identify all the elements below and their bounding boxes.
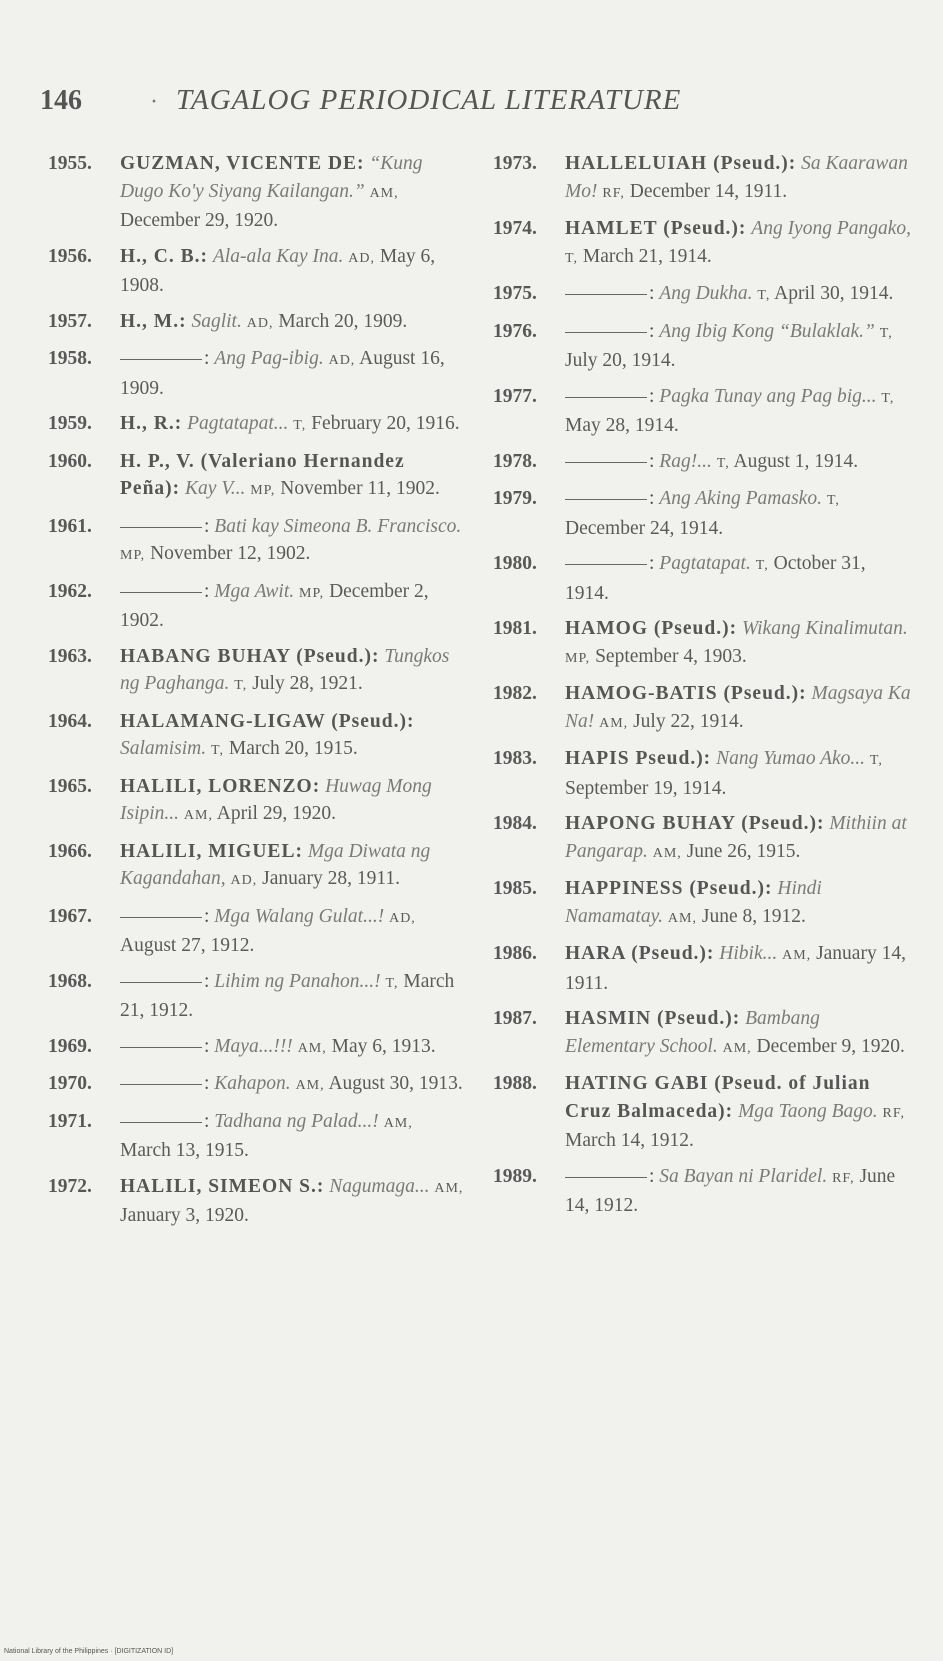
entry-source: AM, [722,1040,752,1056]
entry-date: March 20, 1915. [228,738,358,759]
entry-source: T, [757,288,771,303]
bibliography-entry [48,643,468,700]
entry-source: T, [565,250,579,266]
entry-title: Mga Walang Gulat...! [214,905,385,927]
entry-source: T, [211,743,225,758]
bibliography-entry: 1976. : Ang Ibig Kong “Bulaklak.” T, July 20, 1914. [493,318,913,375]
entry-number: 1956. [48,245,92,267]
bibliography-entry: 1958. : Ang Pag-ibig. AD, August 16, 1909. [48,345,468,402]
page-number: 146 [40,85,82,116]
entry-title: Wikang Kinalimutan. [741,618,908,639]
entry-number: 1973. [493,153,537,174]
entry-title: Ang Dukha. [659,283,753,304]
entry-title: Ala-ala Kay Ina. [212,245,344,267]
bibliography-entry: 1975. : Ang Dukha. T, April 30, 1914. [493,280,913,310]
bibliography-entry: 1962. : Mga Awit. MP, December 2, 1902. [48,578,468,635]
bibliography-entry: 1980. : Pagtatapat. T, October 31, 1914. [493,550,913,607]
entry-title: Bati kay Simeona B. Francisco. [214,515,462,537]
entry-author: HALILI, LORENZO: [120,775,321,797]
entry-title: Mga Diwata ng Kagandahan, [120,840,431,889]
bibliography-entry: 1978. : Rag!... T, August 1, 1914. [493,448,913,478]
entry-date: August 1, 1914. [733,450,859,472]
entry-title: Hibik... [719,943,778,964]
entry-title: Pagtatapat... [187,413,289,434]
ditto-dash [120,1047,202,1048]
entry-title: Sa Kaarawan Mo! [565,153,908,202]
entry-number: 1974. [493,218,537,239]
bibliography-entry [48,838,468,895]
entry-number: 1972. [48,1175,92,1197]
entry-author: HARA (Pseud.): [565,943,715,964]
entry-source: AM, [383,1115,413,1131]
entry-number: 1961. [48,515,92,537]
entry-number: 1959. [48,413,92,434]
entry-date: April 30, 1914. [774,283,894,304]
entry-title: Nang Yumao Ako... [716,748,866,769]
entry-source: AM, [599,715,629,731]
entry-number: 1976. [493,320,537,342]
entry-source: T, [881,390,895,406]
bibliography-entry [48,150,468,235]
entry-date: March 21, 1912. [120,970,455,1021]
entry-author: H. P., V. (Valeriano Hernandez Peña): [120,450,405,499]
ditto-dash [565,294,647,295]
entry-number: 1962. [48,580,92,602]
entry-author: HAPPINESS (Pseud.): [565,878,773,899]
entry-date: April 29, 1920. [216,803,336,824]
bibliography-entry: 1961. : Bati kay Simeona B. Francisco. MP, November 12, 1902. [48,513,468,570]
ditto-dash [120,592,202,593]
entry-number: 1970. [48,1073,92,1094]
entry-source: AD, [389,910,416,926]
entry-number: 1969. [48,1035,92,1057]
bibliography-entry [493,680,913,737]
entry-date: November 12, 1902. [150,543,311,564]
entry-title: Mga Taong Bago. [738,1100,878,1122]
entry-title: Maya...!!! [214,1035,293,1057]
entry-date: November 11, 1902. [280,478,440,499]
ditto-dash [120,917,202,918]
bibliography-entry [48,243,468,300]
entry-number: 1978. [493,450,537,472]
entry-date: January 3, 1920. [120,1205,249,1226]
bibliography-entry: 1971. : Tadhana ng Palad...! AM, March 13, 1915. [48,1108,468,1165]
right-column [493,150,913,1228]
entry-author: GUZMAN, VICENTE DE: [120,153,365,174]
entry-number: 1958. [48,348,92,369]
entry-author: HALILI, SIMEON S.: [120,1175,325,1197]
entry-number: 1957. [48,310,92,332]
bibliography-entry [493,745,913,802]
bibliography-entry [48,410,468,440]
entry-source: AM, [369,185,399,201]
bibliography-entry: 1967. : Mga Walang Gulat...! AD, August 27, 1912. [48,903,468,960]
entry-date: July 28, 1921. [252,673,363,694]
entry-title: Ang Ibig Kong “Bulaklak.” [659,320,875,342]
header-separator: · [150,89,158,115]
entry-source: T, [234,678,248,693]
entry-title: “Kung Dugo Ko'y Siyang Kailangan.” [120,153,423,202]
entry-source: RF, [602,185,625,201]
entry-source: AD, [328,353,356,368]
bibliography-entry: 1977. : Pagka Tunay ang Pag big... T, May 28, 1914. [493,383,913,440]
entry-number: 1980. [493,553,537,574]
entry-title: Huwag Mong Isipin... [120,775,432,824]
entry-date: June 8, 1912. [701,905,806,927]
entry-title: Ang Pag-ibig. [214,348,324,369]
ditto-dash [120,982,202,983]
entry-title: Nagumaga... [329,1175,430,1197]
bibliography-entry: 1970. : Kahapon. AM, August 30, 1913. [48,1070,468,1100]
entry-title: Ang Iyong Pangako, [751,218,912,239]
entry-date: February 20, 1916. [311,413,460,434]
entry-source: AM, [183,808,213,823]
entry-number: 1988. [493,1073,537,1094]
entry-date: October 31, 1914. [565,553,866,604]
entry-number: 1965. [48,775,92,797]
entry-date: September 19, 1914. [565,777,727,799]
bibliography-entry [493,940,913,997]
entry-source: T, [716,455,730,471]
entry-number: 1985. [493,878,537,899]
entry-author: H., M.: [120,310,187,332]
ditto-dash [565,564,647,565]
entry-source: MP, [250,483,276,498]
entry-source: T, [869,753,883,768]
entry-date: January 14, 1911. [565,943,906,994]
bibliography-entry [48,448,468,505]
entry-source: MP, [299,585,325,601]
entry-author: HAMLET (Pseud.): [565,218,747,239]
bibliography-entry [48,1173,468,1230]
ditto-dash [565,499,647,500]
entry-number: 1984. [493,813,537,834]
bibliography-entry: 1969. : Maya...!!! AM, May 6, 1913. [48,1033,468,1063]
entry-number: 1979. [493,488,537,509]
entry-date: March 13, 1915. [120,1140,249,1161]
entry-source: AM, [297,1040,327,1056]
entry-title: Tungkos ng Paghanga. [120,645,450,694]
entry-date: March 20, 1909. [278,310,408,332]
entry-number: 1983. [493,748,537,769]
entry-source: MP, [565,650,591,666]
entry-number: 1960. [48,450,92,472]
entry-source: AD, [348,250,376,266]
footer-text: National Library of the Philippines · [DIGITIZATION ID] [4,1648,174,1655]
entry-title: Lihim ng Panahon...! [214,970,381,992]
entry-date: September 4, 1903. [595,645,747,667]
entry-author: HAPIS Pseud.): [565,748,712,769]
entry-source: RF, [832,1170,855,1186]
entry-title: Tadhana ng Palad...! [214,1110,379,1132]
entry-source: MP, [120,548,146,563]
bibliography-entry: 1979. : Ang Aking Pamasko. T, December 24, 1914. [493,485,913,542]
entry-source: T, [755,558,769,573]
entry-source: T, [385,975,399,991]
entry-title: Mga Awit. [214,580,295,602]
entry-number: 1968. [48,970,92,992]
bibliography-entry [48,708,468,765]
bibliography-entry [493,875,913,932]
ditto-dash [565,1177,647,1178]
entry-title: Kahapon. [214,1073,291,1094]
entry-author: HAMOG-BATIS (Pseud.): [565,683,807,704]
entry-title: Mithiin at Pangarap. [565,813,907,862]
ditto-dash [120,1084,202,1085]
bibliography-entry [48,773,468,830]
entry-author: HAMOG (Pseud.): [565,618,738,639]
entry-source: AM, [782,948,812,963]
entry-number: 1982. [493,683,537,704]
entry-date: August 30, 1913. [328,1073,463,1094]
bibliography-entry: 1968. : Lihim ng Panahon...! T, March 21, 1912. [48,968,468,1025]
bibliography-entry: 1989. : Sa Bayan ni Plaridel. RF, June 14, 1912. [493,1163,913,1220]
entry-source: AM, [295,1078,325,1093]
entry-source: AD, [230,873,258,888]
ditto-dash [120,1122,202,1123]
entry-date: May 28, 1914. [565,415,679,436]
entry-date: June 14, 1912. [565,1165,896,1216]
entry-title: Pagtatapat. [659,553,751,574]
entry-date: December 9, 1920. [756,1035,905,1057]
entry-date: July 20, 1914. [565,350,676,371]
entry-title: Saglit. [191,310,242,332]
entry-number: 1975. [493,283,537,304]
entry-date: August 16, 1909. [120,348,445,399]
entry-date: August 27, 1912. [120,935,255,956]
ditto-dash [565,397,647,398]
entry-author: HALLELUIAH (Pseud.): [565,153,797,174]
bibliography-entry [48,308,468,338]
entry-date: March 14, 1912. [565,1130,694,1151]
entry-number: 1977. [493,385,537,407]
bibliography-entry [493,810,913,867]
entry-number: 1964. [48,710,92,732]
entry-date: March 21, 1914. [582,245,712,267]
entry-number: 1967. [48,905,92,927]
bibliography-entry [493,1070,913,1155]
entry-source: AM, [434,1180,464,1196]
entry-author: H., C. B.: [120,245,208,267]
entry-date: December 29, 1920. [120,210,279,231]
entry-source: T, [826,493,840,508]
running-title: TAGALOG PERIODICAL LITERATURE [176,84,682,116]
entry-author: H., R.: [120,413,183,434]
entry-title: Magsaya Ka Na! [565,683,911,732]
entry-number: 1987. [493,1008,537,1029]
bibliography-entry [493,150,913,207]
entry-date: May 6, 1908. [120,245,436,296]
entry-date: June 26, 1915. [686,840,801,862]
entry-author: HATING GABI (Pseud. of Julian Cruz Balmaceda): [565,1073,871,1122]
bibliography-entry [493,215,913,272]
entry-source: AM, [667,910,697,926]
ditto-dash [120,359,202,360]
ditto-dash [120,527,202,528]
entry-author: HABANG BUHAY (Pseud.): [120,645,380,667]
entry-title: Rag!... [659,450,712,472]
entry-number: 1971. [48,1110,92,1132]
page-header [40,84,920,124]
entry-date: December 2, 1902. [120,580,429,631]
entry-date: May 6, 1913. [331,1035,436,1057]
entry-number: 1981. [493,618,537,639]
entry-source: AM, [652,845,682,861]
entry-author: HASMIN (Pseud.): [565,1008,741,1029]
bibliography-entry [493,1005,913,1062]
entry-source: T, [879,325,893,341]
entry-title: Ang Aking Pamasko. [659,488,822,509]
bibliography-entry [493,615,913,672]
entry-title: Kay V... [185,478,246,499]
entry-date: December 14, 1911. [629,180,788,202]
entry-number: 1966. [48,840,92,862]
entry-title: Bambang Elementary School. [565,1008,820,1057]
entry-title: Salamisim. [120,738,207,759]
entry-title: Sa Bayan ni Plaridel. [659,1165,828,1187]
ditto-dash [565,462,647,463]
entry-date: July 22, 1914. [633,710,744,732]
entry-title: Hindi Namamatay. [565,878,822,927]
entry-number: 1955. [48,153,92,174]
entry-author: HAPONG BUHAY (Pseud.): [565,813,825,834]
entry-source: AD, [246,315,274,331]
entry-date: December 24, 1914. [565,517,724,539]
entry-number: 1989. [493,1165,537,1187]
entry-author: HALAMANG-LIGAW (Pseud.): [120,710,415,732]
entry-number: 1986. [493,943,537,964]
entry-author: HALILI, MIGUEL: [120,840,303,862]
entry-source: RF, [882,1105,906,1121]
entry-number: 1963. [48,645,92,667]
entry-title: Pagka Tunay ang Pag big... [659,385,877,407]
entry-date: January 28, 1911. [262,868,401,889]
ditto-dash [565,332,647,333]
entry-source: T, [293,418,307,433]
left-column [48,150,468,1238]
